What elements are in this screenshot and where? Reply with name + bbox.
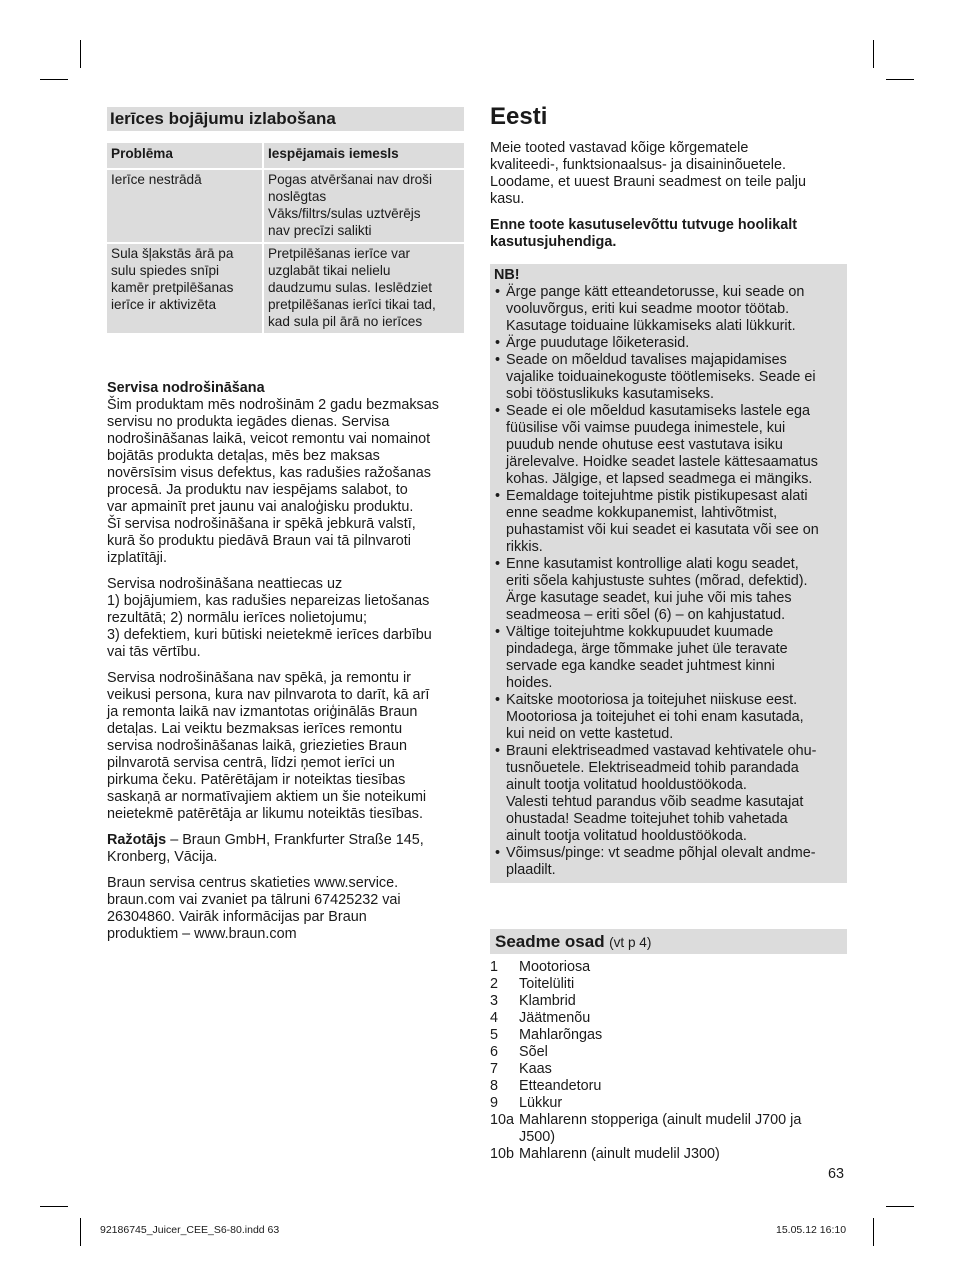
list-item: 1 Mootoriosa — [490, 959, 591, 975]
list-item: • Ärge pange kätt etteandetorusse, kui seade on vooluvõrgus, eriti kui seadme mootor töötab. Kasutage toiduaine lükkamiseks alati lükkurit. — [492, 284, 843, 335]
list-item: • Enne kasutamist kontrollige alati kogu seadet, eriti sõela kahjustuste suhtes (mõrad, defektid). Ärge kasutage seadet, kui juhe või mis tahes seadmeosa – eriti sõel (6) – on kahjustatud. — [492, 556, 843, 624]
cause-cell: Pogas atvēršanai nav droši noslēgtas Vāks/filtrs/sulas uztvērējs nav precīzi salikti — [263, 169, 464, 243]
nb-title: NB! — [494, 267, 520, 283]
list-item: • Ärge puudutage lõiketerasid. — [492, 335, 843, 352]
cause-cell: Pretpilēšanas ierīce var uzglabāt tikai nelielu daudzumu sulas. Ieslēdziet pretpilēšanas ierīci tikai tad, kad sula pil ārā no ierīces — [263, 243, 464, 333]
warranty-section: Servisa nodrošināšana Šim produktam mēs nodrošinām 2 gadu bezmaksas servisu no produkta iegādes dienas. Servisa nodrošināšanas laikā, veicot remontu vai nomainot bojātās produkta detaļas, mēs bez maksas novērsīsim visus defektus, kas radušies ražošanas procesā. Ja produktu nav iespējams salabot, to var apmainīt pret jaunu vai analoģisku produktu. Šī servisa nodrošināšana ir spēkā jebkurā valstī, kurā šo produktu piedāvā Braun vai tā pilnvaroti izplatītāji. — [107, 380, 464, 567]
list-item: 10a Mahlarenn stopperiga (ainult mudelil J700 ja J500) — [490, 1112, 802, 1145]
crop-mark — [886, 79, 914, 80]
list-item: • Seade on mõeldud tavalises majapidamises vajalike toiduainekoguste töötlemiseks. Seade ei sobi tööstuslikuks kasutamiseks. — [492, 352, 843, 403]
list-item: • Eemaldage toitejuhtme pistik pistikupesast alati enne seadme kokkupanemist, lahtivõtmist, puhastamist või kui seadet ei kasutata või see on rikkis. — [492, 488, 843, 556]
right-column — [490, 104, 847, 1163]
problem-cell: Sula šļakstās ārā pa sulu spiedes snīpi kamēr pretpilēšanas ierīce ir aktivizēta — [107, 243, 263, 333]
list-item: 6 Sõel — [490, 1044, 548, 1060]
parts-list — [490, 959, 847, 1163]
table-row — [107, 169, 464, 243]
list-item: 9 Lükkur — [490, 1095, 563, 1111]
parts-subtitle: (vt p 4) — [609, 935, 652, 950]
problem-cell: Ierīce nestrādā — [107, 169, 263, 243]
crop-mark — [40, 1206, 68, 1207]
manufacturer-info: Ražotājs – Braun GmbH, Frankfurter Straße 145, Kronberg, Vācija. — [107, 832, 424, 865]
list-item: 2 Toitelüliti — [490, 976, 575, 992]
footer-date: 15.05.12 16:10 — [776, 1224, 847, 1236]
list-item: 10b Mahlarenn (ainult mudelil J300) — [490, 1146, 720, 1162]
parts-heading — [490, 929, 847, 954]
language-title: Eesti — [490, 103, 548, 130]
crop-mark — [40, 79, 68, 80]
list-item: 4 Jäätmenõu — [490, 1010, 591, 1026]
list-item: 5 Mahlarõngas — [490, 1027, 603, 1043]
list-item: • Brauni elektriseadmed vastavad kehtivatele ohu- tusnõuetele. Elektriseadmeid tohib parandada ainult tootja volitatud hooldustöökoda. Valesti tehtud parandus võib seadme kasutajat ohustada! Seadme toitejuhet tohib vahetada ainult tootja volitatud hooldustöökoda. — [492, 743, 843, 845]
crop-mark — [80, 1218, 81, 1246]
list-item: • Võimsus/pinge: vt seadme põhjal olevalt andme- plaadilt. — [492, 845, 843, 879]
warranty-exclusions: Servisa nodrošināšana neattiecas uz 1) bojājumiem, kas radušies nepareizas lietošanas rezultātā; 2) normālu ierīces nolietojumu; 3) defektiem, kuri būtiski neietekmē ierīces darbību vai tās vērtību. — [107, 576, 432, 660]
list-item: • Seade ei ole mõeldud kasutamiseks lastele ega füüsilise või vaimse puudega inimestele, kui puudub nende ohutuse eest vastutava isiku järelevalve. Hoidke seadet lastele kättesaamatus kohas. Jälgige, et lapsed seadmega ei mängiks. — [492, 403, 843, 488]
list-item: 7 Kaas — [490, 1061, 552, 1077]
parts-title: Seadme osad — [495, 932, 605, 951]
troubleshooting-heading: Ierīces bojājumu izlabošana — [107, 107, 464, 131]
footer-filename: 92186745_Juicer_CEE_S6-80.indd 63 — [100, 1224, 280, 1236]
column-header-cause: Iespējamais iemesls — [263, 143, 464, 169]
crop-mark — [886, 1206, 914, 1207]
list-item: • Vältige toitejuhtme kokkupuudet kuumade pindadega, ärge tõmmake juhet üle teravate servade ega kandke seadet juhtmest kinni hoides. — [492, 624, 843, 692]
page-number: 63 — [828, 1166, 845, 1182]
safety-warnings-box — [490, 264, 847, 883]
crop-mark — [873, 1218, 874, 1246]
crop-mark — [80, 40, 81, 68]
manufacturer-label: Ražotājs — [107, 832, 167, 848]
safety-warnings-list — [492, 284, 843, 879]
list-item: 8 Etteandetoru — [490, 1078, 602, 1094]
list-item: • Kaitske mootoriosa ja toitejuhet niiskuse eest. Mootoriosa ja toitejuhet ei tohi enam kasutada, kui neid on vette kastetud. — [492, 692, 843, 743]
intro-bold-paragraph: Enne toote kasutuselevõttu tutvuge hoolikalt kasutusjuhendiga. — [490, 217, 798, 250]
table-header-row — [107, 143, 464, 169]
warranty-validity: Servisa nodrošināšana nav spēkā, ja remontu ir veikusi persona, kura nav pilnvarota to darīt, kā arī ja remonta laikā nav izmantotas oriģinālās Braun detaļas. Lai veiktu bezmaksas ierīces remontu servisa nodrošināšanas laikā, griezieties Braun pilnvarotā servisa centrā, līdzi ņemot ierīci un pirkuma čeku. Patērētājam ir noteiktas tiesības saskaņā ar normatīvajiem aktiem un šie noteikumi neietekmē patērētāja ar likumu noteiktās tiesības. — [107, 670, 430, 822]
left-column — [107, 107, 464, 943]
crop-mark — [873, 40, 874, 68]
table-row — [107, 243, 464, 333]
intro-paragraph: Meie tooted vastavad kõige kõrgematele kvaliteedi-, funktsionaalsus- ja disaininõuetele. Loodame, et uuest Brauni seadmest on teile palju kasu. — [490, 140, 806, 207]
column-header-problem: Problēma — [107, 143, 263, 169]
list-item: 3 Klambrid — [490, 993, 576, 1009]
service-info: Braun servisa centrus skatieties www.service. braun.com vai zvaniet pa tālruni 67425232 vai 26304860. Vairāk informācijas par Braun produktiem – www.braun.com — [107, 875, 401, 942]
warranty-title: Servisa nodrošināšana — [107, 380, 265, 396]
troubleshooting-table — [107, 143, 464, 333]
